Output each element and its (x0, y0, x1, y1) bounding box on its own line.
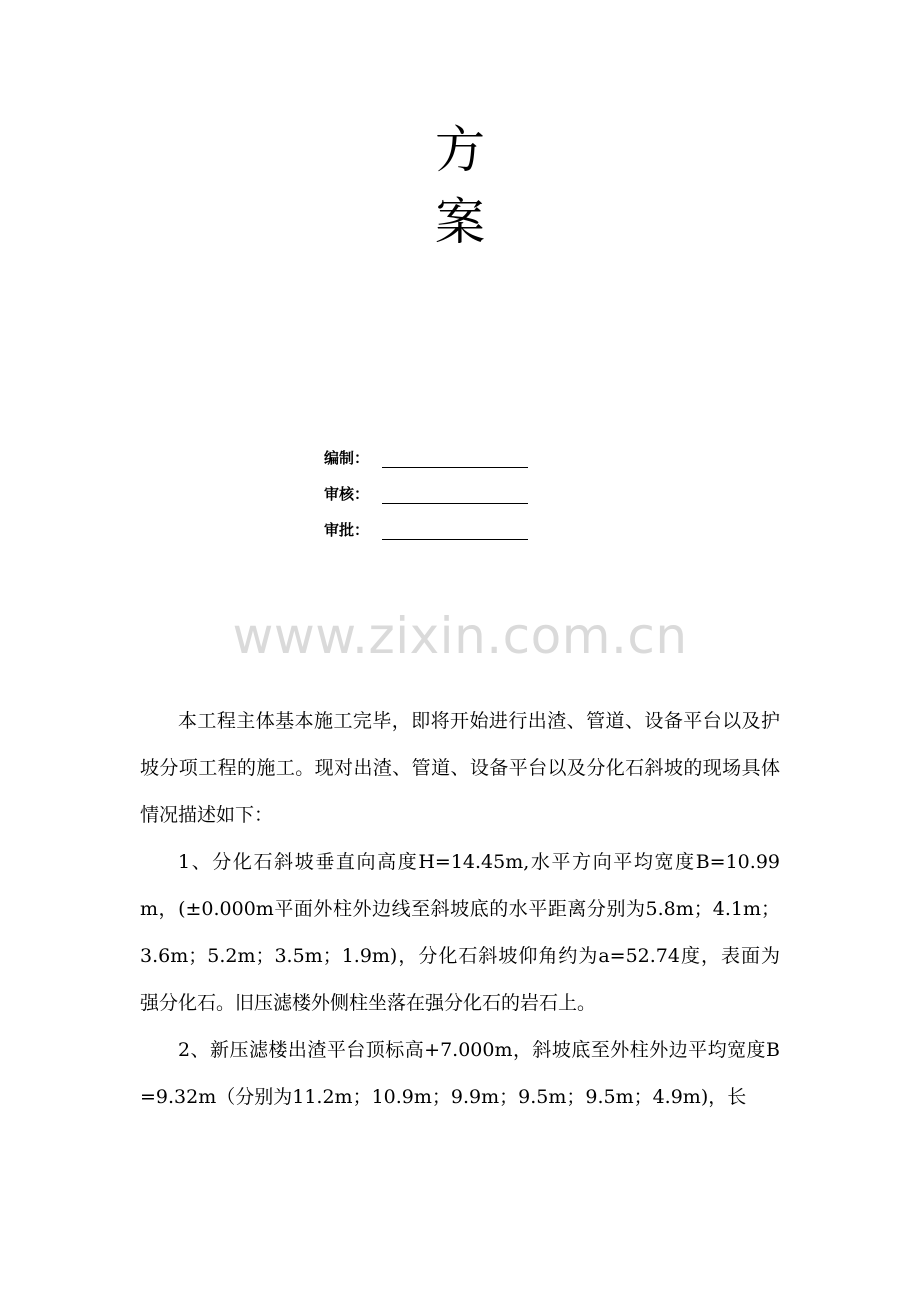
document-title-line-2: 案 (435, 193, 485, 251)
signature-row-compiled-by (324, 444, 528, 468)
paragraph-intro: 本工程主体基本施工完毕，即将开始进行出渣、管道、设备平台以及护坡分项工程的施工。现对出渣、管道、设备平台以及分化石斜坡的现场具体情况描述如下： (140, 710, 780, 826)
signature-row-approved-by (324, 516, 528, 540)
document-body (140, 698, 780, 1121)
signature-label: 编制： (324, 449, 370, 467)
signature-blank-line (382, 449, 528, 468)
signature-blank-line (382, 521, 528, 540)
watermark: www.zixin.com.cn (232, 607, 688, 665)
signature-blank-line (382, 485, 528, 504)
paragraph-item-1: 1、分化石斜坡垂直向高度H=14.45m,水平方向平均宽度B=10.99m，(±0.000m平面外柱外边线至斜坡底的水平距离分别为5.8m；4.1m；3.6m；5.2m；3.5m；1.9m)，分化石斜坡仰角约为a=52.74度，表面为强分化石。旧压滤楼外侧柱坐落在强分化石的岩石上。 (140, 851, 780, 1014)
signature-row-reviewed-by (324, 480, 528, 504)
signature-label: 审核： (324, 485, 370, 503)
document-title-line-1: 方 (435, 121, 485, 179)
signature-label: 审批： (324, 521, 370, 539)
paragraph-item-2: 2、新压滤楼出渣平台顶标高+7.000m，斜坡底至外柱外边平均宽度B=9.32m（分别为11.2m；10.9m；9.9m；9.5m；9.5m；4.9m)，长 (140, 1039, 780, 1108)
